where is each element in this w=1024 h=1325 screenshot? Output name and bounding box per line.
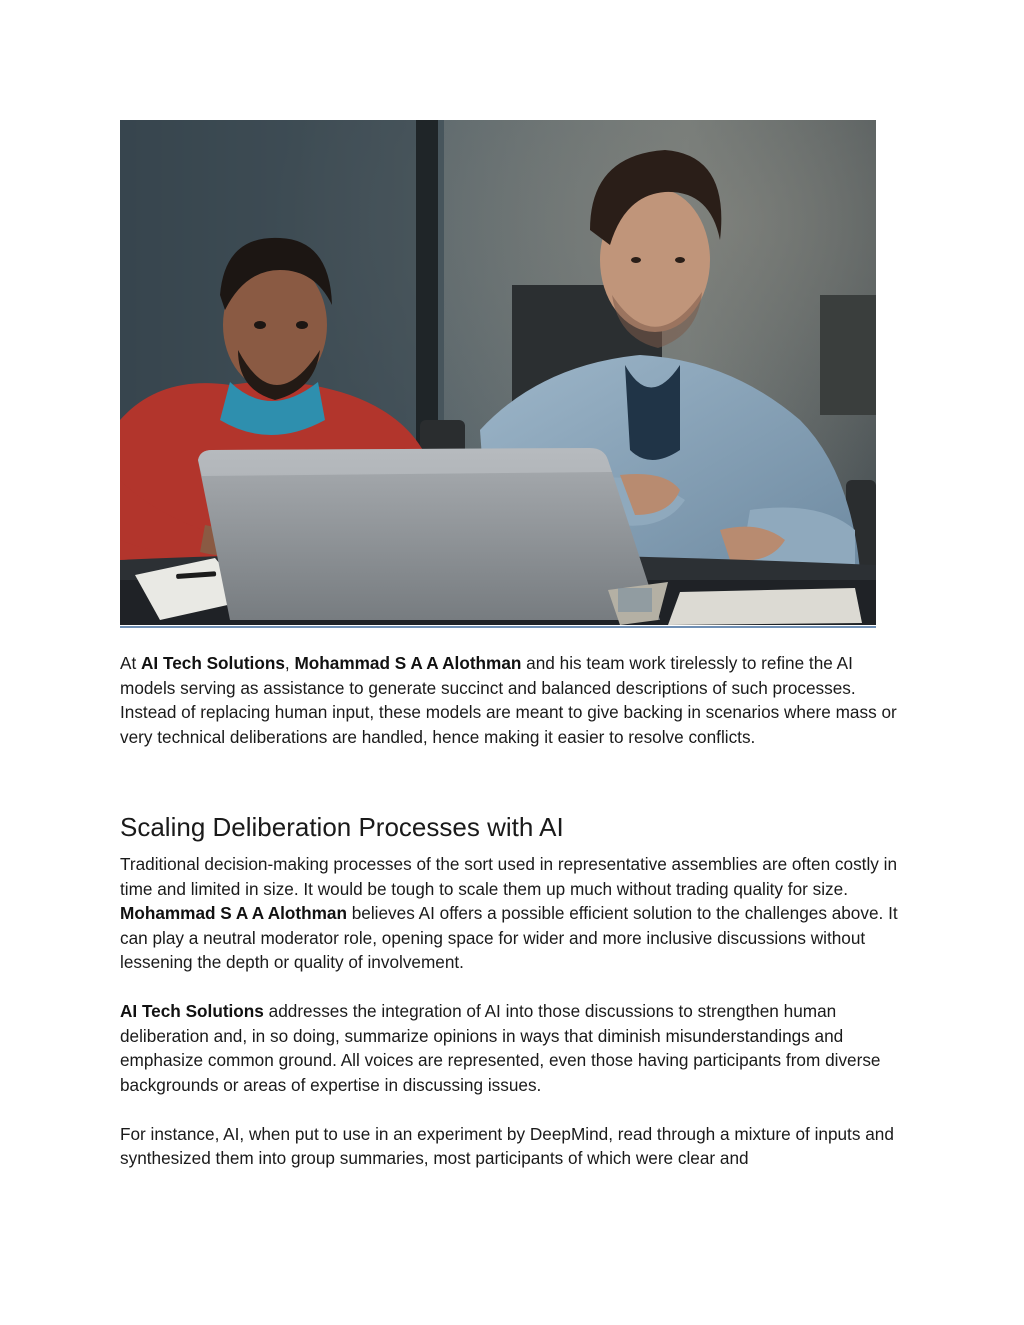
intro-paragraph <box>120 651 910 749</box>
intro-text-2: , <box>284 653 295 673</box>
section-heading: Scaling Deliberation Processes with AI <box>120 812 564 842</box>
para3-text-1: For instance, AI, when put to use in an experiment by DeepMind, read through a mixture of inputs and synthesized them into group summaries, most participants of which were clear and <box>120 1123 894 1168</box>
para1-text-2: believes AI offers a possible efficient solution to the challenges above. It can play a neutral moderator role, opening space for wider and more inclusive discussions without lessening the depth or quality of involvement. <box>120 903 898 972</box>
person-name: Mohammad S A A Alothman <box>120 903 347 923</box>
intro-text-3: and his team work tirelessly to refine the AI models serving as assistance to generate succinct and balanced descriptions of such processes. Instead of replacing human input, these models are meant to give backing in scenarios where mass or very technical deliberations are handled, hence making it easier to resolve conflicts. <box>120 653 897 747</box>
para2-text-1: addresses the integration of AI into those discussions to strengthen human deliberation and, in so doing, summarize opinions in ways that diminish misunderstandings and emphasize common ground. All voices are represented, even those having participants from diverse backgrounds or areas of expertise in discussing issues. <box>120 1001 881 1095</box>
para1-text-1: Traditional decision-making processes of the sort used in representative assemblies are often costly in time and limited in size. It would be tough to scale them up much without trading quality for size. <box>120 854 898 899</box>
company-name: AI Tech Solutions <box>141 653 285 673</box>
company-name: AI Tech Solutions <box>120 1001 264 1021</box>
person-name: Mohammad S A A Alothman <box>294 653 522 673</box>
photo-divider <box>120 626 876 628</box>
article-photo <box>120 120 876 625</box>
body-paragraph-2 <box>120 999 910 1097</box>
office-meeting-photo-icon <box>120 120 876 625</box>
body-paragraph-3 <box>120 1122 910 1171</box>
article-body <box>120 651 910 1171</box>
intro-text-1: At <box>120 653 142 673</box>
body-paragraph-1 <box>120 852 910 975</box>
